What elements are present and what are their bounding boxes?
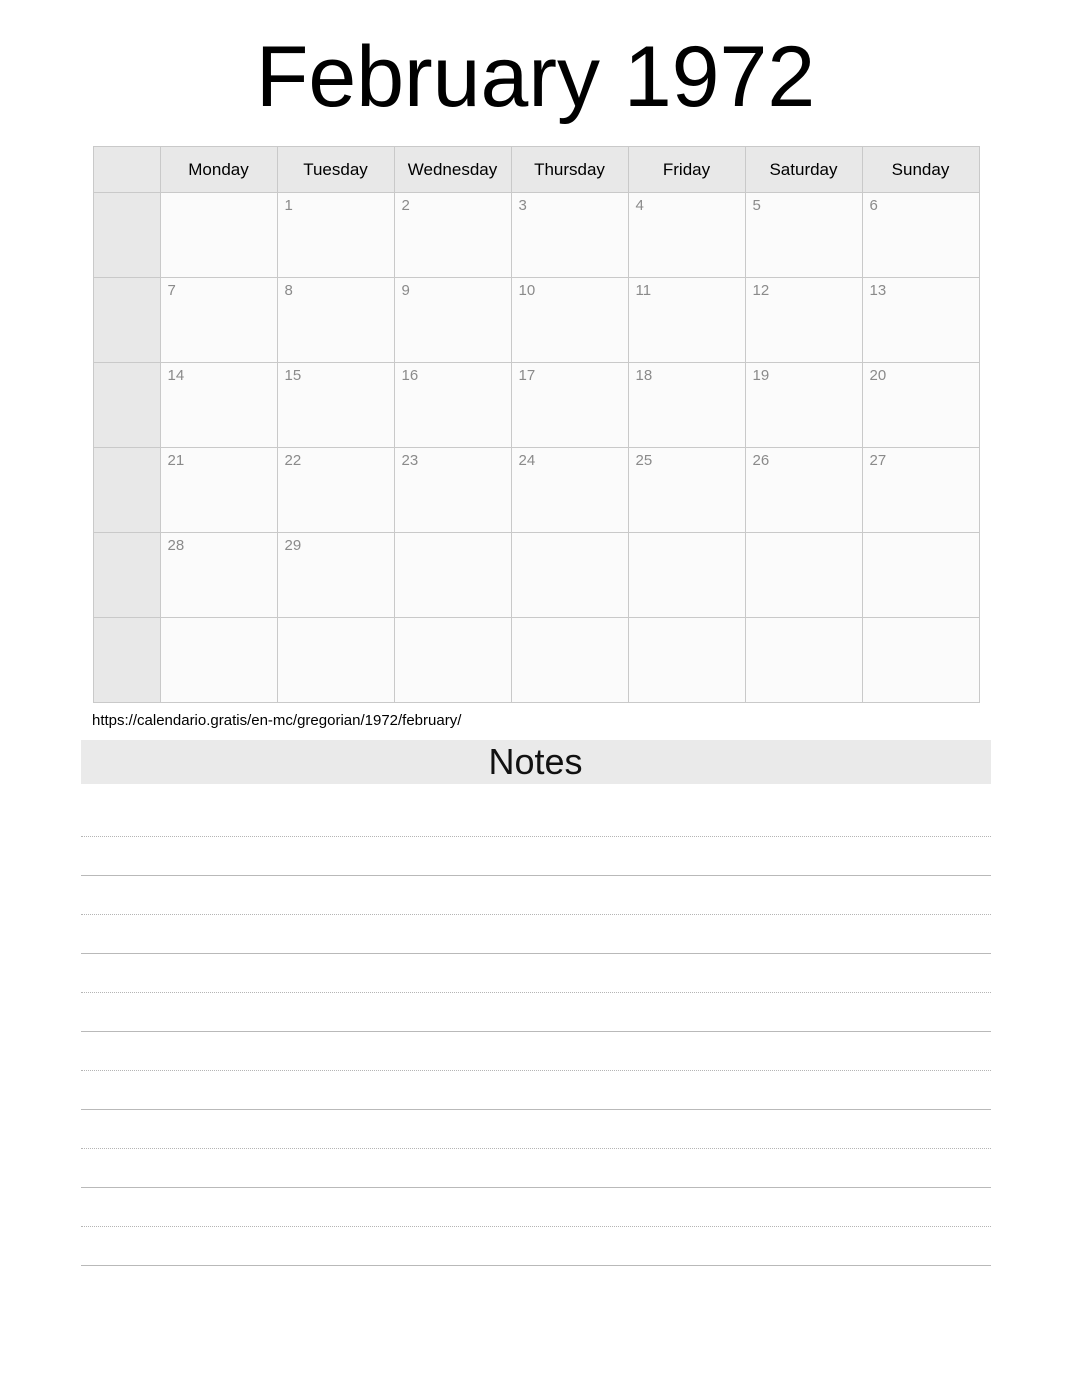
calendar-day-cell[interactable] xyxy=(862,363,979,448)
calendar-day-cell[interactable] xyxy=(277,618,394,703)
day-number: 17 xyxy=(518,367,536,384)
note-line[interactable] xyxy=(81,1071,991,1110)
note-line[interactable] xyxy=(81,876,991,915)
note-line[interactable] xyxy=(81,993,991,1032)
calendar-day-cell[interactable] xyxy=(628,278,745,363)
calendar-day-cell[interactable] xyxy=(160,533,277,618)
calendar-week-row xyxy=(93,278,979,363)
notes-section xyxy=(81,740,991,1266)
calendar-day-cell[interactable] xyxy=(745,278,862,363)
day-number: 5 xyxy=(752,197,761,214)
calendar-day-cell[interactable] xyxy=(628,618,745,703)
calendar-day-cell[interactable] xyxy=(862,193,979,278)
day-number: 2 xyxy=(401,197,410,214)
day-number: 18 xyxy=(635,367,653,384)
note-line[interactable] xyxy=(81,798,991,837)
calendar-day-cell[interactable] xyxy=(628,193,745,278)
calendar-day-cell[interactable] xyxy=(511,618,628,703)
weekday-header-saturday: Saturday xyxy=(745,147,862,193)
calendar-table xyxy=(93,146,980,703)
day-number: 25 xyxy=(635,452,653,469)
weekday-header-thursday: Thursday xyxy=(511,147,628,193)
day-number: 24 xyxy=(518,452,536,469)
day-number: 3 xyxy=(518,197,527,214)
weekday-header-monday: Monday xyxy=(160,147,277,193)
calendar-day-cell[interactable] xyxy=(511,193,628,278)
calendar-day-cell[interactable] xyxy=(511,533,628,618)
calendar-day-cell[interactable] xyxy=(511,448,628,533)
day-number xyxy=(161,193,277,198)
calendar-day-cell[interactable] xyxy=(862,448,979,533)
calendar-day-cell[interactable] xyxy=(277,448,394,533)
calendar-day-cell[interactable] xyxy=(277,193,394,278)
calendar-day-cell[interactable] xyxy=(394,533,511,618)
calendar-day-cell[interactable] xyxy=(160,193,277,278)
calendar-week-row xyxy=(93,533,979,618)
day-number: 4 xyxy=(635,197,644,214)
day-number xyxy=(746,533,862,538)
calendar-day-cell[interactable] xyxy=(862,618,979,703)
day-number: 12 xyxy=(752,282,770,299)
calendar-day-cell[interactable] xyxy=(160,278,277,363)
day-number: 19 xyxy=(752,367,770,384)
calendar-day-cell[interactable] xyxy=(394,448,511,533)
note-line[interactable] xyxy=(81,1188,991,1227)
note-line[interactable] xyxy=(81,1227,991,1266)
day-number: 1 xyxy=(284,197,293,214)
calendar-week-row xyxy=(93,618,979,703)
calendar-side-spacer xyxy=(93,278,160,363)
calendar-corner-cell xyxy=(93,147,160,193)
day-number: 27 xyxy=(869,452,887,469)
day-number xyxy=(746,618,862,623)
day-number: 29 xyxy=(284,537,302,554)
calendar-day-cell[interactable] xyxy=(745,533,862,618)
day-number: 20 xyxy=(869,367,887,384)
day-number xyxy=(863,533,979,538)
calendar-side-spacer xyxy=(93,448,160,533)
calendar-day-cell[interactable] xyxy=(862,533,979,618)
day-number xyxy=(629,533,745,538)
note-line[interactable] xyxy=(81,1110,991,1149)
calendar-day-cell[interactable] xyxy=(277,533,394,618)
calendar-week-row xyxy=(93,193,979,278)
day-number xyxy=(629,618,745,623)
calendar-day-cell[interactable] xyxy=(394,193,511,278)
note-line[interactable] xyxy=(81,1032,991,1071)
page-title: February 1972 xyxy=(255,29,816,125)
calendar-week-row xyxy=(93,448,979,533)
weekday-header-wednesday: Wednesday xyxy=(394,147,511,193)
note-line[interactable] xyxy=(81,1149,991,1188)
calendar-day-cell[interactable] xyxy=(628,448,745,533)
calendar-day-cell[interactable] xyxy=(628,363,745,448)
calendar-day-cell[interactable] xyxy=(277,363,394,448)
day-number: 26 xyxy=(752,452,770,469)
day-number: 16 xyxy=(401,367,419,384)
note-line[interactable] xyxy=(81,954,991,993)
day-number: 10 xyxy=(518,282,536,299)
day-number xyxy=(395,533,511,538)
calendar-day-cell[interactable] xyxy=(394,278,511,363)
day-number: 28 xyxy=(167,537,185,554)
day-number xyxy=(512,618,628,623)
source-url[interactable]: https://calendario.gratis/en-mc/gregorian/1972/february/ xyxy=(92,712,462,729)
day-number xyxy=(863,618,979,623)
calendar-side-spacer xyxy=(93,193,160,278)
calendar-day-cell[interactable] xyxy=(745,448,862,533)
weekday-header-sunday: Sunday xyxy=(862,147,979,193)
notes-lines[interactable] xyxy=(81,798,991,1266)
calendar-day-cell[interactable] xyxy=(745,363,862,448)
calendar-day-cell[interactable] xyxy=(511,363,628,448)
day-number: 11 xyxy=(635,282,652,299)
calendar-day-cell[interactable] xyxy=(511,278,628,363)
calendar-side-spacer xyxy=(93,363,160,448)
day-number: 22 xyxy=(284,452,302,469)
calendar-header-row xyxy=(93,147,979,193)
day-number: 13 xyxy=(869,282,887,299)
calendar-day-cell[interactable] xyxy=(394,363,511,448)
calendar-side-spacer xyxy=(93,618,160,703)
calendar-week-row xyxy=(93,363,979,448)
calendar-day-cell[interactable] xyxy=(160,618,277,703)
note-line[interactable] xyxy=(81,915,991,954)
calendar-container xyxy=(93,146,979,703)
day-number: 23 xyxy=(401,452,419,469)
note-line[interactable] xyxy=(81,837,991,876)
calendar-day-cell[interactable] xyxy=(862,278,979,363)
calendar-side-spacer xyxy=(93,533,160,618)
calendar-day-cell[interactable] xyxy=(394,618,511,703)
weekday-header-tuesday: Tuesday xyxy=(277,147,394,193)
day-number: 7 xyxy=(167,282,176,299)
day-number xyxy=(278,618,394,623)
day-number xyxy=(161,618,277,623)
day-number xyxy=(395,618,511,623)
calendar-day-cell[interactable] xyxy=(160,448,277,533)
day-number xyxy=(512,533,628,538)
calendar-day-cell[interactable] xyxy=(745,618,862,703)
day-number: 21 xyxy=(167,452,185,469)
weekday-header-friday: Friday xyxy=(628,147,745,193)
notes-heading: Notes xyxy=(81,740,991,784)
calendar-day-cell[interactable] xyxy=(277,278,394,363)
calendar-day-cell[interactable] xyxy=(160,363,277,448)
day-number: 14 xyxy=(167,367,185,384)
day-number: 9 xyxy=(401,282,410,299)
day-number: 8 xyxy=(284,282,293,299)
calendar-day-cell[interactable] xyxy=(745,193,862,278)
calendar-day-cell[interactable] xyxy=(628,533,745,618)
day-number: 15 xyxy=(284,367,302,384)
day-number: 6 xyxy=(869,197,878,214)
